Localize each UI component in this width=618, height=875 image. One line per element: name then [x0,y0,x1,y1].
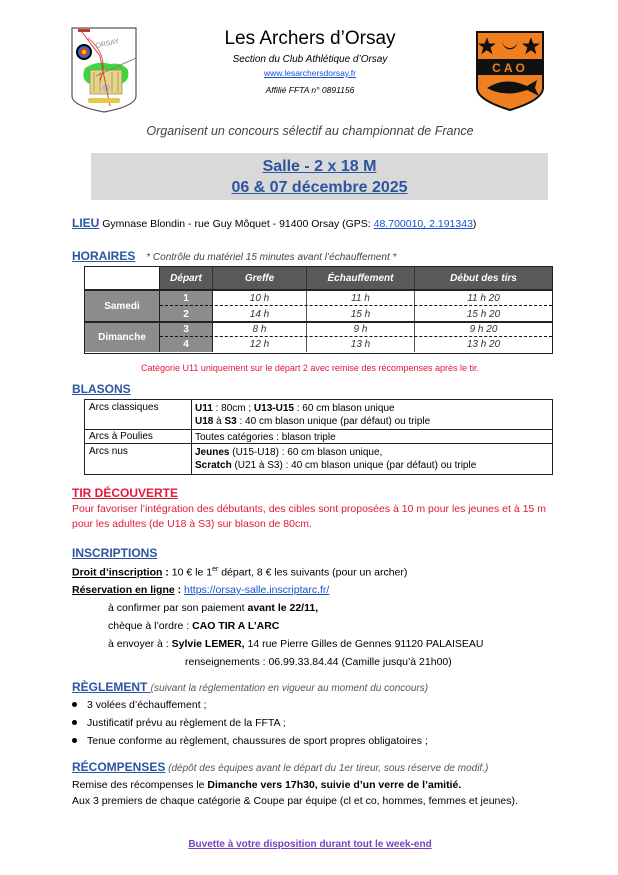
reglement-item-text: Justificatif prévu au règlement de la FFTA ; [87,717,286,729]
detail-text: à [213,416,225,427]
table-dashed-divider [160,305,552,306]
club-affiliation: Affilié FFTA n° 0891156 [265,85,355,95]
confirm-deadline: avant le 22/11, [247,602,319,614]
debut-2: 15 h 20 [415,306,552,322]
event-banner [91,153,548,200]
horaires-heading: HORAIRES [72,249,136,263]
gps-link[interactable]: 48.700010, 2.191343 [373,218,473,230]
day-dimanche: Dimanche [85,322,160,352]
horaires-table [84,266,553,354]
event-dates: 06 & 07 décembre 2025 [231,179,408,196]
club-subtitle: Section du Club Athlétique d’Orsay [232,54,388,65]
blasons-table [84,399,553,475]
cao-shield-logo [475,30,545,112]
renseignements-line: renseignements : 06.99.33.84.44 (Camille jusqu’à 21h00) [185,656,452,668]
tir-decouverte-text: Pour favoriser l’intégration des débutants, des cibles sont proposées à 10 m pour les jeunes et à 15 m pour les adultes (de U18 à S3) sur blason de 80cm. [72,503,546,530]
droit-label: Droit d’inscription [72,566,163,579]
reglement-note: (suivant la réglementation en vigueur au moment du concours) [150,683,429,694]
detail-text: : 60 cm blason unique [293,403,395,414]
separator: : [174,584,185,596]
arc-detail [195,446,476,472]
detail-text: : 80cm ; [212,403,254,414]
header-debut: Début des tirs [415,267,552,290]
lieu-close: ) [472,218,477,230]
confirm-text: à confirmer par son paiement [108,602,248,614]
club-title: Les Archers d’Orsay [224,28,396,49]
header-greffe: Greffe [213,267,307,290]
debut-4: 13 h 20 [415,337,552,352]
lieu-heading: LIEU [72,216,100,230]
buvette-note: Buvette à votre disposition durant tout le week-end [188,839,432,850]
reglement-line [72,680,428,694]
category: Jeunes [195,447,230,458]
recompenses-line1: Remise des récompenses le [72,779,208,791]
depart-4: 4 [160,337,213,352]
cheque-text: chèque à l’ordre : [108,620,193,632]
echauffement-4: 13 h [307,337,415,352]
table-dashed-divider [160,336,552,337]
horaires-line [72,249,396,263]
header-echauffement: Échauffement [307,267,415,290]
recompenses-line2: Aux 3 premiers de chaque catégorie & Coupe par équipe (cl et co, hommes, femmes et jeunes). [72,794,518,807]
debut-3: 9 h 20 [415,322,552,337]
droit-text: départ, 8 € les suivants (pour un archer) [218,566,408,579]
category: Scratch [195,460,232,471]
cheque-line [108,620,279,632]
blason-row [85,430,552,444]
blasons-heading: BLASONS [72,382,131,396]
blason-row [85,400,552,430]
header-empty [85,267,160,290]
bullet-icon [72,738,77,743]
envoi-address: 14 rue Pierre Gilles de Gennes 91120 PALAISEAU [244,638,484,650]
greffe-3: 8 h [213,322,307,337]
blason-row [85,444,552,475]
club-website [160,68,460,78]
envoi-name: Sylvie LEMER, [171,638,245,650]
u11-note: Catégorie U11 uniquement sur le départ 2 avec remise des récompenses après le tir. [140,363,479,373]
bullet-icon [72,702,77,707]
organise-subtitle: Organisent un concours sélectif au championnat de France [146,124,474,138]
category: U18 [195,416,214,427]
debut-1: 11 h 20 [415,290,552,306]
arc-type: Arcs classiques [89,402,159,413]
depart-3: 3 [160,322,213,337]
recompenses-text [72,778,552,809]
arc-detail: Toutes catégories : blason triple [195,432,336,443]
cheque-payee: CAO TIR A L’ARC [192,620,280,632]
table-divider [85,321,552,323]
reglement-item [72,735,428,747]
arc-type: Arcs à Poulies [89,431,153,442]
lieu-line [72,216,476,230]
recompenses-line [72,760,488,774]
confirm-line [108,602,318,614]
event-type: Salle - 2 x 18 M [262,158,377,175]
day-samedi: Samedi [85,290,160,322]
arc-detail [195,402,430,428]
recompenses-heading: RÉCOMPENSES [72,760,166,774]
category: U13-U15 [253,403,294,414]
detail-text: : 40 cm blason unique (par défaut) ou triple [236,416,431,427]
reglement-item [72,699,206,711]
table-divider [85,289,552,291]
svg-text:CAO: CAO [492,61,528,75]
svg-text:ORSAY: ORSAY [94,38,120,50]
droit-text: 10 € le 1 [171,566,213,579]
category: S3 [224,416,237,427]
greffe-2: 14 h [213,306,307,322]
echauffement-2: 15 h [307,306,415,322]
depart-1: 1 [160,290,213,306]
echauffement-1: 11 h [307,290,415,306]
envoi-text: à envoyer à : [108,638,172,650]
tir-decouverte-heading: TIR DÉCOUVERTE [72,486,179,500]
envoi-line [108,638,484,650]
category: U11 [195,403,213,414]
depart-2: 2 [160,306,213,322]
reglement-item-text: Tenue conforme au règlement, chaussures de sport propres obligatoires ; [87,735,428,747]
inscriptions-heading: INSCRIPTIONS [72,546,158,560]
recompenses-note: (dépôt des équipes avant le départ du 1er tireur, sous réserve de modif.) [165,763,489,774]
header-depart: Départ [160,267,213,290]
reservation-label: Réservation en ligne [72,584,175,596]
reservation-link[interactable]: https://orsay-salle.inscriptarc.fr/ [184,584,330,596]
superscript: er [212,566,219,573]
club-website-link[interactable]: www.lesarchersdorsay.fr [264,68,356,78]
arc-type: Arcs nus [89,446,128,457]
recompenses-time: Dimanche vers 17h30, suivie d’un verre de l’amitié. [207,779,462,791]
detail-text: (U21 à S3) : 40 cm blason unique (par défaut) ou triple [231,460,477,471]
bullet-icon [72,720,77,725]
reglement-item-text: 3 volées d’échauffement ; [87,699,207,711]
echauffement-3: 9 h [307,322,415,337]
reglement-heading: RÈGLEMENT [72,680,151,694]
archers-orsay-crest-logo [70,26,138,114]
droit-inscription-line [72,566,407,579]
reglement-item [72,717,286,729]
horaires-note: * Contrôle du matériel 15 minutes avant l’échauffement * [146,252,397,263]
detail-text: (U15-U18) : 60 cm blason unique, [229,447,383,458]
lieu-address: Gymnase Blondin - rue Guy Môquet - 91400 Orsay (GPS: [102,218,374,230]
greffe-1: 10 h [213,290,307,306]
reservation-line [72,584,329,596]
greffe-4: 12 h [213,337,307,352]
separator: : [162,566,172,579]
